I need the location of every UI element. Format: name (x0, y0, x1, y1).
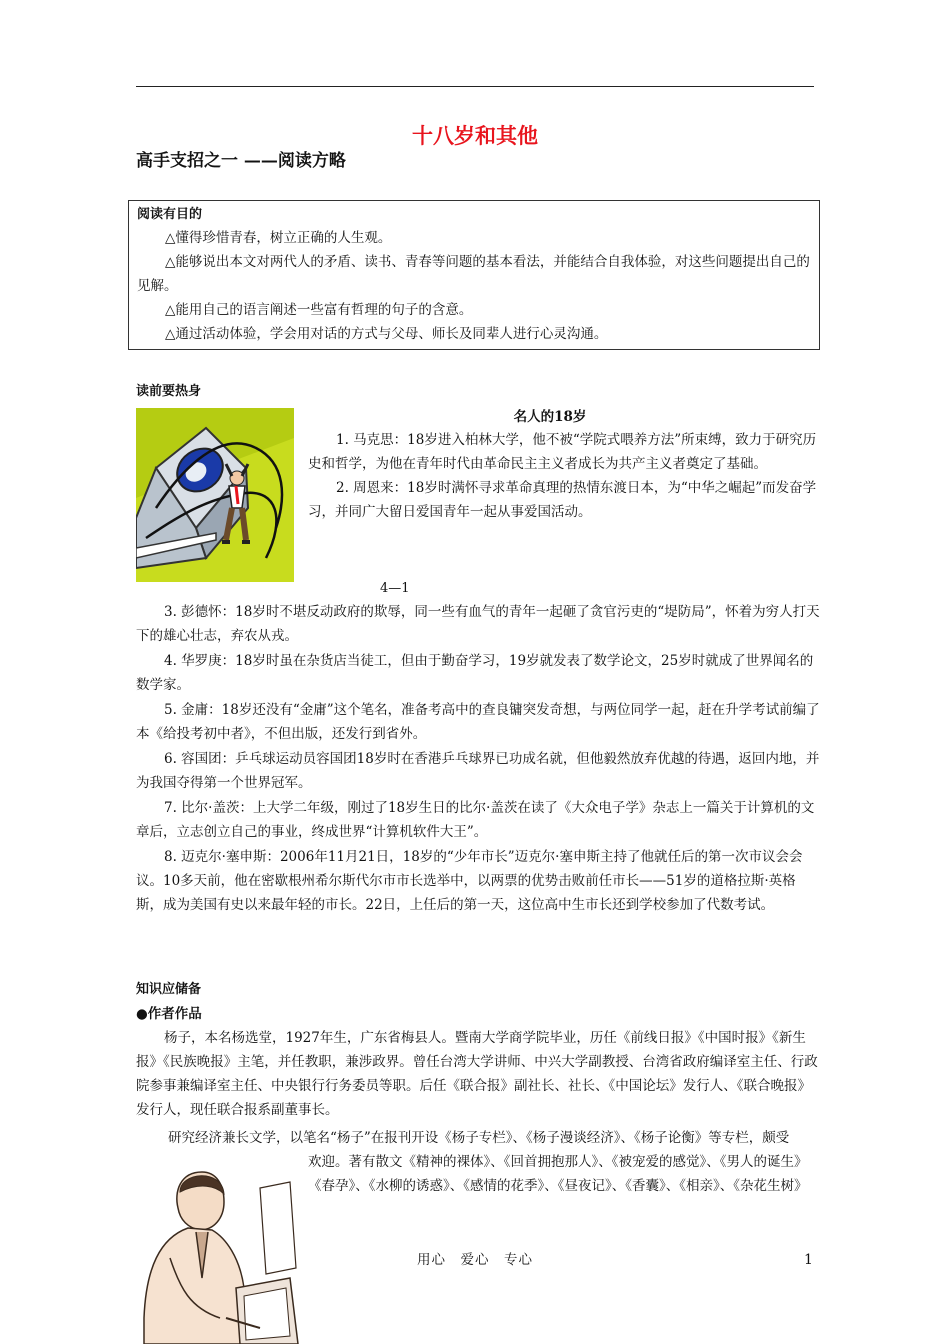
reading-goals-box (128, 200, 820, 350)
famous-item: 5. 金庸：18岁还没有“金庸”这个笔名，准备考高中的查良镛突发奇想，与两位同学一起，赶在升学考试前编了本《给投考初中者》，不但出版，还发行到省外。 (136, 702, 820, 742)
goal-item: △懂得珍惜青春，树立正确的人生观。 (165, 230, 392, 246)
famous-item: 3. 彭德怀：18岁时不堪反动政府的欺辱，同一些有血气的青年一起砸了贪官污吏的“堤防局”，怀着为穷人打天下的雄心壮志，弃农从戎。 (136, 604, 820, 644)
goals-heading: 阅读有目的 (137, 207, 203, 222)
famous-list-top (308, 428, 818, 524)
author-bio-text: 杨子，本名杨选堂，1927年生，广东省梅县人。暨南大学商学院毕业，历任《前线日报》《中国时报》《新生报》《民族晚报》主笔，并任教职，兼涉政界。曾任台湾大学讲师、中兴大学副教授、台湾省政府编译室主任、行政院参事兼编译室主任、中央银行行务委员等职。后任《联合报》副社长、社长、《中国论坛》发行人、《联合晚报》发行人，现任联合报系副董事长。 (136, 1030, 818, 1118)
famous-item: 8. 迈克尔·塞申斯：2006年11月21日，18岁的“少年市长”迈克尔·塞申斯主持了他就任后的第一次市议会会议。10多天前，他在密歇根州希尔斯代尔市市长选举中，以两票的优势击败前任市长——51岁的道格拉斯·英格斯，成为美国有史以来最年轻的市长。22日，上任后的第一天，这位高中生市长还到学校参加了代数考试。 (136, 849, 803, 913)
works-line-2: 欢迎。著有散文《精神的裸体》、《回首拥抱那人》、《被宠爱的感觉》、《男人的诞生》《春孕》、《水柳的诱惑》、《感情的花季》、《昼夜记》、《香囊》、《相亲》、《杂花生树》 (308, 1154, 808, 1194)
famous-item: 7. 比尔·盖茨：上大学二年级，刚过了18岁生日的比尔·盖茨在读了《大众电子学》杂志上一篇关于计算机的文章后，立志创立自己的事业，终成世界“计算机软件大王”。 (136, 800, 815, 840)
knowledge-heading: 知识应储备 (136, 982, 202, 997)
famous-item: 2. 周恩来：18岁时满怀寻求革命真理的热情东渡日本，为“中华之崛起”而发奋学习，并同广大留日爱国青年一起从事爱国活动。 (308, 480, 817, 520)
page-number: 1 (804, 1252, 813, 1268)
famous-list-bottom (136, 600, 820, 918)
goal-item: △通过活动体验，学会用对话的方式与父母、师长及同辈人进行心灵沟通。 (165, 326, 608, 342)
page-title: 十八岁和其他 (412, 123, 538, 148)
goal-item: △能够说出本文对两代人的矛盾、读书、青春等问题的基本看法，并能结合自我体验，对这些问题提出自己的见解。 (137, 254, 810, 294)
famous-item: 6. 容国团：乒乓球运动员容国团18岁时在香港乒乓球界已功成名就，但他毅然放弃优越的待遇，返回内地，并为我国夺得第一个世界冠军。 (136, 751, 820, 791)
famous-item: 1. 马克思：18岁进入柏林大学，他不被“学院式喂养方法”所束缚，致力于研究历史和哲学，为他在青年时代由革命民主主义者成长为共产主义者奠定了基础。 (308, 432, 817, 472)
footer-motto: 用心 爱心 专心 (417, 1252, 533, 1268)
header-rule (136, 86, 814, 87)
works-line-1: 研究经济兼长文学，以笔名“杨子”在报刊开设《杨子专栏》、《杨子漫谈经济》、《杨子论衡》等专栏，颇受 (168, 1130, 790, 1146)
goal-item: △能用自己的语言阐述一些富有哲理的句子的含意。 (165, 302, 473, 318)
picture-caption: 4—1 (380, 581, 410, 596)
warmup-heading: 读前要热身 (136, 384, 202, 399)
author-bio (136, 1026, 820, 1122)
article-title: 名人的18岁 (513, 409, 587, 425)
famous-item: 4. 华罗庚：18岁时虽在杂货店当徒工，但由于勤奋学习，19岁就发表了数学论文，25岁时就成了世界闻名的数学家。 (136, 653, 814, 693)
section-subtitle: 高手支招之一 ——阅读方略 (136, 151, 346, 171)
author-works-bullet: ●作者作品 (136, 1006, 202, 1022)
computer-illustration (136, 408, 294, 582)
